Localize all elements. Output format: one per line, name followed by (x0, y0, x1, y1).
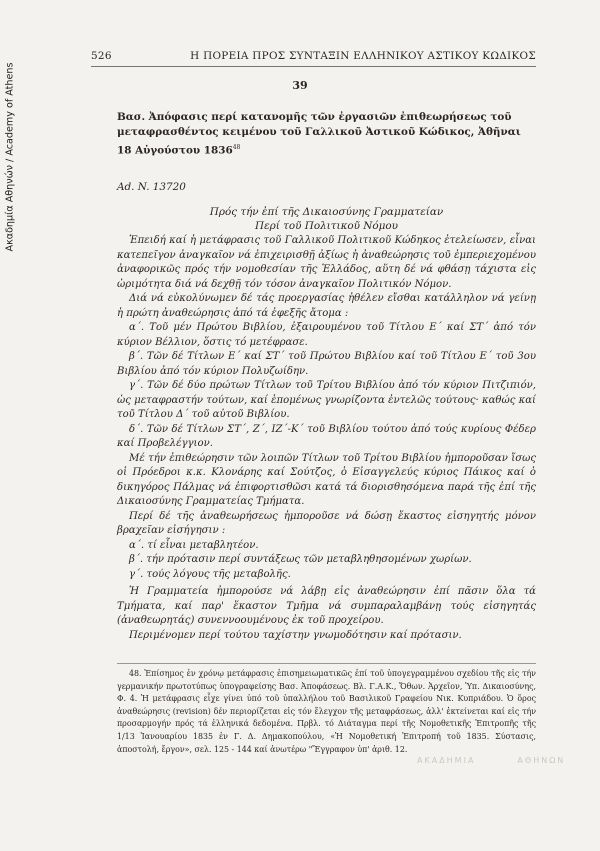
document-number: 39 (292, 79, 308, 92)
running-title: Η ΠΟΡΕΙΑ ΠΡΟΣ ΣΥΝΤΑΞΙΝ ΕΛΛΗΝΙΚΟΥ ΑΣΤΙΚΟΥ ΚΩΔΙΚΟΣ (190, 50, 536, 62)
paragraph: Περιμένομεν περί τούτου ταχίστην γνωμοδότησιν καί πρότασιν. (129, 629, 462, 641)
footnote-number: 48 (129, 669, 140, 678)
document-title: Βασ. Ἀπόφασις περί κατανομῆς τῶν ἐργασιῶν ἐπιθεωρήσεως τοῦ μεταφρασθέντος κειμένου τοῦ Γαλλικοῦ Ἀστικοῦ Κώδικος, Ἀθῆναι 18 Αὐγούστου 1836$^{48}$ (117, 111, 521, 157)
paragraph: Ἡ Γραμματεία ἠμπορούσε νά λάβῃ εἰς ἀναθεώρησιν ἐπί πᾶσιν ὅλα τά Τμήματα, καί παρ' ἕκαστον Τμῆμα νά συμπαραλαμβάνῃ τούς εἰσηγητάς (ἀναθεωρητάς) συνεννοουμένους ἐκ τοῦ προχείρου. (117, 586, 536, 626)
subject-line: Περί τοῦ Πολιτικοῦ Νόμου (255, 220, 398, 232)
archive-side-label: Ακαδημία Αθηνών / Academy of Athens (4, 62, 16, 252)
footnote-marker: 48 (232, 144, 241, 151)
list-item: γ΄. Τῶν δέ δύο πρώτων Τίτλων τοῦ Τρίτου Βιβλίου ἀπό τόν κύριον Πιτζιπιόν, ὡς μεταφραστήν τούτων, καί ἑπομένως γνωρίζοντα ἐντελῶς τούτους· καθώς καί τοῦ Τίτλου Δ΄ τοῦ αὐτοῦ Βιβλίου. (117, 380, 536, 420)
list-item: α΄. τί εἶναι μεταβλητέον. (129, 539, 259, 551)
letter-body (117, 234, 536, 643)
paragraph: Ἐπειδή καί ἡ μετάφρασις τοῦ Γαλλικοῦ Πολιτικοῦ Κώδηκος ἐτελείωσεν, εἶναι κατεπεῖγον ἀναγκαῖον νά ἐπιχειρισθῇ ἀξίως ἡ ἀναθεώρησις τοῦ ἐμπεριεχομένου ἀναφορικῶς πρός τήν νομοθεσίαν τῆς Ἑλλάδος, αὕτη δέ νά φθάσῃ τάχιστα εἰς ὡριμότητα διά νά δεχθῇ τόν τόσον ἀναγκαῖον Πολιτικόν Νόμον. (117, 235, 536, 290)
library-watermark: ΑΚΑΔΗΜΙΑ ΑΘΗΝΩΝ (417, 756, 566, 765)
list-item: β΄. τήν πρότασιν περί συντάξεως τῶν μεταβληθησομένων χωρίων. (129, 554, 472, 565)
archive-reference: Ad. N. 13720 (117, 181, 186, 193)
paragraph: Περί δέ τῆς ἀναθεωρήσεως ἠμποροῦσε νά δώσῃ ἕκαστος εἰσηγητής μόνον βραχεῖαν εἰσήγησιν : (117, 510, 536, 536)
list-item: β΄. Τῶν δέ Τίτλων Ε΄ καί ΣΤ΄ τοῦ Πρώτου Βιβλίου καί τοῦ Τίτλου Ε΄ τοῦ 3ου Βιβλίου ἀπό τόν κύριον Πολυζωίδην. (117, 351, 536, 377)
address-line: Πρός τήν ἐπί τῆς Δικαιοσύνης Γραμματείαν (209, 206, 444, 218)
page-number: 526 (91, 50, 112, 62)
list-item: δ΄. Τῶν δέ Τίτλων ΣΤ΄, Ζ΄, ΙΖ΄-Κ΄ τοῦ Βιβλίου τούτου ἀπό τούς κυρίους Φέδερ καί Προβελέγγιον. (117, 423, 536, 449)
list-item: α΄. Τοῦ μέν Πρώτου Βιβλίου, ἐξαιρουμένου τοῦ Τίτλου Ε΄ καί ΣΤ΄ ἀπό τόν κύριον Βέλλιον, ὅστις τό μετέφρασε. (117, 322, 536, 348)
footnote-text: Ἐπίσημος ἐν χρόνῳ μετάφρασις ἐπισημειωματικῶς ἐπί τοῦ ὑπογεγραμμένου σχεδίου τῆς εἰς τήν γερμανικήν πρωτοτύπως ὑπογραφείσης Βασ. Ἀποφάσεως. Βλ. Γ.Α.Κ., Ὄθων. Ἀρχεῖον, Ὑπ. Δικαιοσύνης, Φ. 4. Ἡ μετάφρασις εἶχε γίνει ὑπό τοῦ ὑπαλλήλου τοῦ Βασιλικοῦ Γραφείου Νικ. Κυπριάδου. Ὁ ὅρος ἀναθεώρησις (revision) δέν περιορίζεται εἰς τόν ἔλεγχον τῆς μεταφράσεως, ἀλλ' ἐκτείνεται καί εἰς τήν προσαρμογήν πρός τά ἑλληνικά δεδομένα. Πρβλ. τό Διάταγμα περί τῆς Νομοθετικῆς Ἐπιτροπῆς τῆς 1/13 Ἰανουαρίου 1835 ἐν Γ. Δ. Δημακοπούλου, «Ἡ Νομοθετική Ἐπιτροπή τοῦ 1835. Σύστασις, ἀποστολή, ἔργον», σελ. 125 - 144 καί ἀνωτέρω "Ἔγγραφον ὑπ' ἀριθ. 12. (117, 669, 536, 754)
footnote: 48. Ἐπίσημος ἐν χρόνῳ μετάφρασις ἐπισημειωματικῶς ἐπί τοῦ ὑπογεγραμμένου σχεδίου τῆς εἰς τήν γερμανικήν πρωτοτύπως ὑπογραφείσης Βασ. Ἀποφάσεως. Βλ. Γ.Α.Κ., Ὄθων. Ἀρχεῖον, Ὑπ. Δικαιοσύνης, Φ. 4. Ἡ μετάφρασις εἶχε γίνει ὑπό τοῦ ὑπαλλήλου τοῦ Βασιλικοῦ Γραφείου Νικ. Κυπριάδου. Ὁ ὅρος ἀναθεώρησις (revision) δέν περιορίζεται εἰς τόν ἔλεγχον τῆς μεταφράσεως, ἀλλ' ἐκτείνεται καί εἰς τήν προσαρμογήν πρός τά ἑλληνικά δεδομένα. Πρβλ. τό Διάταγμα περί τῆς Νομοθετικῆς Ἐπιτροπῆς τῆς 1/13 Ἰανουαρίου 1835 ἐν Γ. Δ. Δημακοπούλου, «Ἡ Νομοθετική Ἐπιτροπή τοῦ 1835. Σύστασις, ἀποστολή, ἔργον», σελ. 125 - 144 καί ἀνωτέρω "Ἔγγραφον ὑπ' ἀριθ. 12. (117, 669, 536, 754)
footnote-rule (117, 663, 536, 664)
paragraph: Διά νά εὐκολύνωμεν δέ τάς προεργασίας ἠθέλεν εἴσθαι κατάλληλον νά γείνῃ ἡ πρώτη ἀναθεώρησις ἀπό τά ἐφεξῆς ἄτομα : (117, 293, 536, 319)
list-item: γ΄. τούς λόγους τῆς μεταβολῆς. (129, 568, 291, 580)
header-rule (91, 66, 536, 67)
paragraph: Μέ τήν ἐπιθεώρησιν τῶν λοιπῶν Τίτλων τοῦ Τρίτου Βιβλίου ἠμποροῦσαν ἴσως οἱ Πρόεδροι κ.κ. Κλονάρης καί Σούτζος, ὁ Εἰσαγγελεύς κύριος Πάικος καί ὁ δικηγόρος Πάλμας νά ἐπιφορτισθῶσι κατά τά διορισθησόμενα παρά τῆς ἐπί τῆς Δικαιοσύνης Γραμματείας Τμήματα. (117, 452, 536, 507)
